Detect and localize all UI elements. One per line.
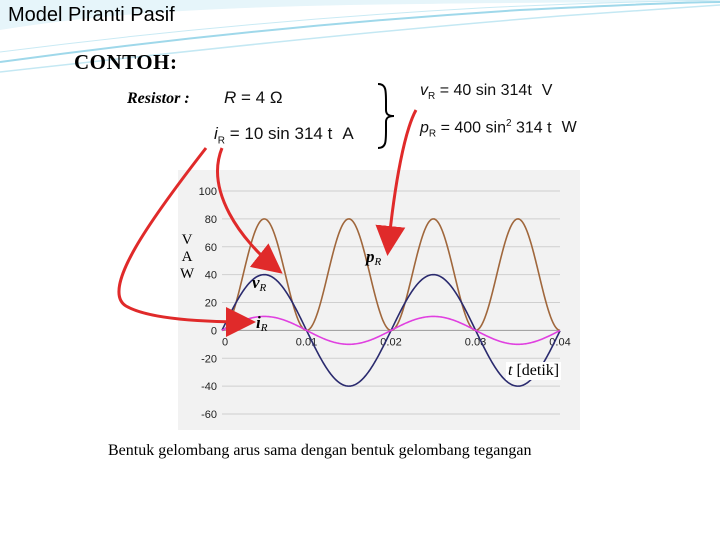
x-tick-label: 0 [222,336,229,349]
y-tick-label: 60 [204,241,217,254]
current-equation: $i_R = 10$ sin 314 t A [214,124,354,147]
arrow-current [119,148,250,322]
arrow-power [218,148,278,270]
y-unit-a: A [181,249,193,265]
y-tick-label: 80 [204,213,217,226]
label-p: pR [366,247,382,268]
power-equation: $p_R = 400$ $\sin^2 314$ t W [420,118,577,140]
x-tick-label: 0.04 [549,336,571,349]
example-heading: CONTOH: [74,50,178,74]
y-tick-label: -60 [201,409,217,421]
label-i: iR [256,313,268,334]
x-tick-label: 0.03 [464,336,487,349]
label-v: vR [252,273,267,294]
y-unit-w: W [180,266,195,282]
y-tick-label: 100 [198,186,217,198]
slide-title: Model Piranti Pasif [8,4,175,26]
resistance-equation: R = 4 Ω [224,88,283,107]
y-tick-label: 0 [210,325,217,338]
resistor-label: Resistor : [127,90,190,107]
y-tick-label: -40 [201,381,217,394]
x-axis-label: t [detik] [508,362,560,379]
x-tick-label: 0.01 [295,336,318,349]
arrow-voltage [388,110,416,250]
y-tick-label: 20 [204,297,217,310]
voltage-equation: $v_R = 40$ sin 314t V [420,82,553,103]
y-tick-label: -20 [201,353,217,366]
x-tick-label: 0.02 [380,336,402,349]
y-tick-label: 40 [204,269,217,282]
y-unit-v: V [181,232,193,248]
caption-text: Bentuk gelombang arus sama dengan bentuk gelombang tegangan [108,442,532,459]
